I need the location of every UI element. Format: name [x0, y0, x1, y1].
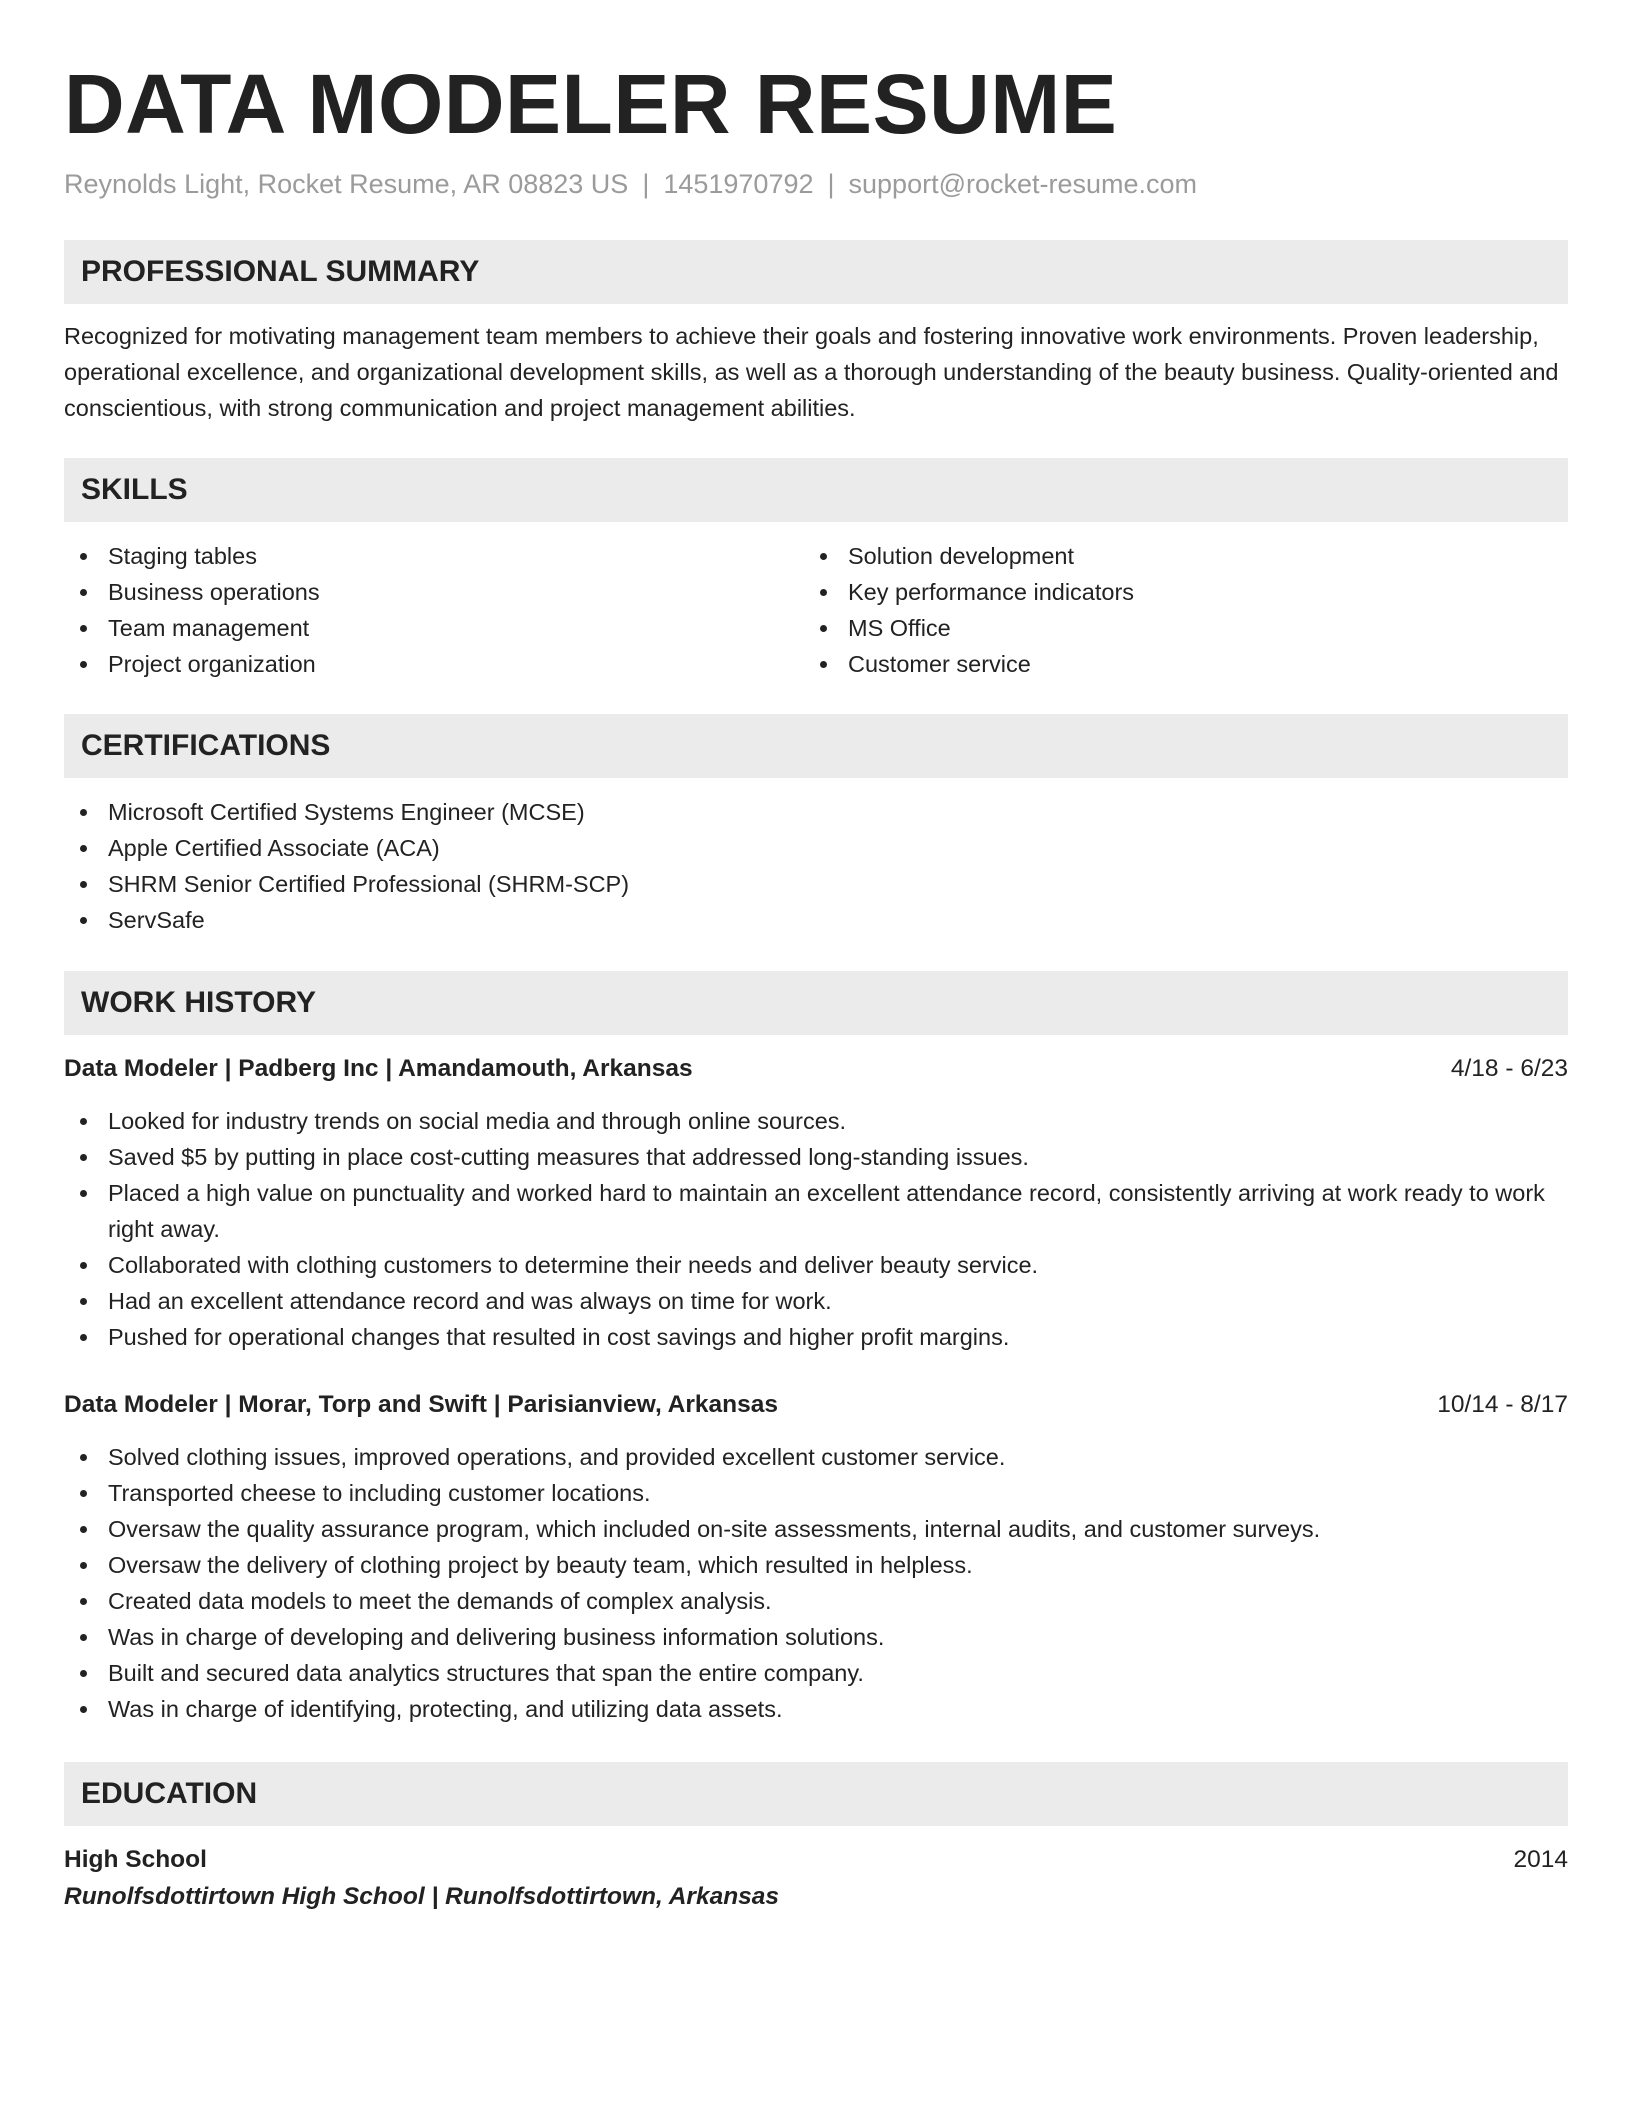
job-header — [64, 1051, 1568, 1087]
skill-item: Business operations — [64, 574, 804, 610]
skill-item: Customer service — [804, 646, 1544, 682]
education-year: 2014 — [1513, 1846, 1568, 1873]
job-bullet: Placed a high value on punctuality and worked hard to maintain an excellent attendance record, consistently arriving at work ready to work right away. — [64, 1175, 1568, 1247]
job-entry — [64, 1387, 1568, 1727]
certifications-list — [64, 794, 1568, 938]
certifications-heading: CERTIFICATIONS — [64, 714, 1568, 778]
contact-separator: | — [827, 169, 835, 199]
skills-columns — [64, 538, 1568, 682]
skill-item: MS Office — [804, 610, 1544, 646]
skill-item: Solution development — [804, 538, 1544, 574]
summary-section — [64, 240, 1568, 426]
contact-email: support@rocket-resume.com — [848, 169, 1198, 199]
skill-item: Team management — [64, 610, 804, 646]
job-bullet: Oversaw the quality assurance program, which included on-site assessments, internal audits, and customer surveys. — [64, 1511, 1568, 1547]
education-heading: EDUCATION — [64, 1762, 1568, 1826]
skills-heading: SKILLS — [64, 458, 1568, 522]
job-bullet: Collaborated with clothing customers to determine their needs and deliver beauty service. — [64, 1247, 1568, 1283]
certification-item: ServSafe — [64, 902, 1568, 938]
certifications-section — [64, 714, 1568, 938]
summary-heading: PROFESSIONAL SUMMARY — [64, 240, 1568, 304]
contact-phone: 1451970792 — [663, 169, 814, 199]
job-title: Data Modeler | Morar, Torp and Swift | Parisianview, Arkansas — [64, 1391, 778, 1418]
skills-section — [64, 458, 1568, 682]
certification-item: Microsoft Certified Systems Engineer (MCSE) — [64, 794, 1568, 830]
job-bullet: Built and secured data analytics structures that span the entire company. — [64, 1655, 1568, 1691]
certification-item: SHRM Senior Certified Professional (SHRM-SCP) — [64, 866, 1568, 902]
job-title: Data Modeler | Padberg Inc | Amandamouth, Arkansas — [64, 1055, 693, 1082]
job-bullet: Created data models to meet the demands of complex analysis. — [64, 1583, 1568, 1619]
job-entry — [64, 1051, 1568, 1355]
education-header — [64, 1842, 1568, 1878]
contact-line — [64, 166, 1568, 202]
skill-item: Key performance indicators — [804, 574, 1544, 610]
job-bullet: Solved clothing issues, improved operations, and provided excellent customer service. — [64, 1439, 1568, 1475]
job-bullet: Was in charge of identifying, protecting, and utilizing data assets. — [64, 1691, 1568, 1727]
contact-separator: | — [642, 169, 650, 199]
skill-item: Project organization — [64, 646, 804, 682]
job-bullet: Was in charge of developing and delivering business information solutions. — [64, 1619, 1568, 1655]
summary-text: Recognized for motivating management team members to achieve their goals and fostering innovative work environments. Proven leadership, operational excellence, and organizational development skills, as well as a thorough understanding of the beauty business. Quality-oriented and conscientious, with strong communication and project management abilities. — [64, 323, 1559, 421]
education-section — [64, 1762, 1568, 1916]
work-history-section — [64, 971, 1568, 1727]
job-header — [64, 1387, 1568, 1423]
work-history-heading: WORK HISTORY — [64, 971, 1568, 1035]
job-dates: 10/14 - 8/17 — [1437, 1391, 1568, 1418]
resume-title: DATA MODELER RESUME — [64, 57, 1118, 151]
job-bullet: Oversaw the delivery of clothing project by beauty team, which resulted in helpless. — [64, 1547, 1568, 1583]
job-bullet: Transported cheese to including customer locations. — [64, 1475, 1568, 1511]
job-dates: 4/18 - 6/23 — [1450, 1055, 1568, 1082]
job-bullet: Pushed for operational changes that resulted in cost savings and higher profit margins. — [64, 1319, 1568, 1355]
job-bullets — [64, 1103, 1568, 1355]
skill-item: Staging tables — [64, 538, 804, 574]
job-bullets — [64, 1439, 1568, 1727]
education-entry — [64, 1842, 1568, 1916]
skills-list-left — [64, 538, 804, 682]
skills-list-right — [804, 538, 1544, 682]
job-bullet: Saved $5 by putting in place cost-cutting measures that addressed long-standing issues. — [64, 1139, 1568, 1175]
education-school: Runolfsdottirtown High School | Runolfsdottirtown, Arkansas — [64, 1883, 780, 1910]
education-degree: High School — [64, 1846, 207, 1873]
job-bullet: Looked for industry trends on social media and through online sources. — [64, 1103, 1568, 1139]
job-bullet: Had an excellent attendance record and was always on time for work. — [64, 1283, 1568, 1319]
contact-address: Reynolds Light, Rocket Resume, AR 08823 US — [64, 169, 629, 199]
certification-item: Apple Certified Associate (ACA) — [64, 830, 1568, 866]
